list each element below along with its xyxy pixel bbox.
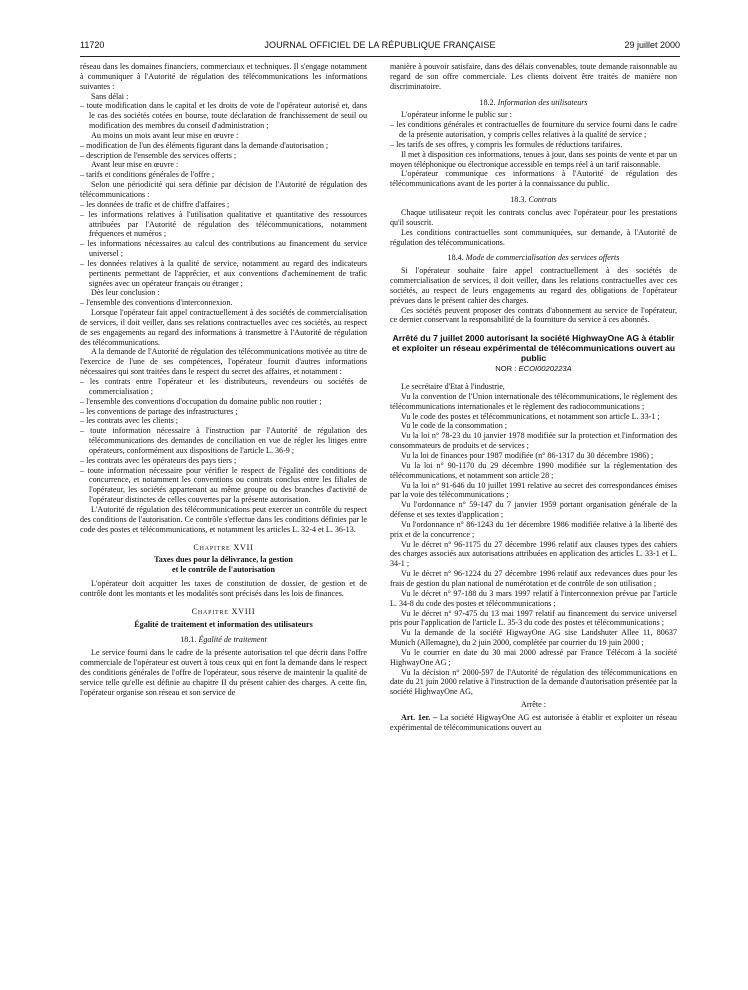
list-item: – tarifs et conditions générales de l'offre ;	[80, 170, 215, 180]
list-item: – toute modification dans le capital et les droits de vote de l'opérateur autorisé et, dans le cas des sociétés cotées en bourse, toute déclaration de franchissement de seuil ou modification des membres du conseil d'administration ;	[80, 101, 367, 131]
section-heading	[390, 195, 677, 205]
decree-title: Arrêté du 7 juillet 2000 autorisant la société HighwayOne AG à établir et exploiter un réseau expérimental de télécommunications ouvert au public	[391, 333, 676, 364]
section-title: Contrats	[528, 195, 557, 205]
chapter-title: Égalité de traitement et information des utilisateurs	[134, 619, 313, 629]
visa: Vu l'ordonnance n° 86-1243 du 1er décembre 1986 modifiée relative à la liberté des prix et de la concurrence ;	[390, 519, 677, 539]
section-heading	[390, 253, 677, 263]
section-heading	[80, 635, 367, 645]
paragraph: Le service fourni dans le cadre de la présente autorisation tel que décrit dans l'offre commerciale de l'opérateur est ouvert à tous ceux qui en font la demande dans le respect des conditions générales de l'offre de l'opérateur, sous réserve de maintenir la qualité de service telle qu'elle est définie au chapitre II du présent cahier des charges. A cette fin, l'opérateur organise son réseau et son service de	[80, 648, 367, 697]
paragraph: Chaque utilisateur reçoit les contrats conclus avec l'opérateur pour les prestations qu'il souscrit.	[390, 207, 677, 227]
chapter-title: Taxes dues pour la délivrance, la gestion	[154, 555, 293, 565]
paragraph: Lorsque l'opérateur fait appel contractuellement à des sociétés de commercialisation de services, il doit veiller, dans ses relations contractuelles avec ces sociétés, au respect de ses engagements au regard des informations à transmettre à l'Autorité de régulation des télécommunications.	[80, 308, 367, 347]
issue-date: 29 juillet 2000	[624, 40, 680, 50]
page-header	[80, 40, 680, 54]
visa: Vu la convention de l'Union internationale des télécommunications, le règlement des télécommunications internationales et le règlement des radiocommunications ;	[390, 391, 677, 411]
right-column	[390, 62, 677, 733]
chapter-title: et le contrôle de l'autorisation	[172, 565, 275, 575]
list-item: – description de l'ensemble des services offerts ;	[80, 150, 237, 160]
section-title: Égalité de traitement	[198, 635, 267, 645]
paragraph: Il met à disposition ces informations, tenues à jour, dans ses points de vente et par un moyen téléphonique ou électronique accessible en temps réel à un tarif raisonnable.	[390, 149, 677, 169]
header-rule	[80, 56, 680, 57]
paragraph: A la demande de l'Autorité de régulation des télécommunications motivée au titre de l'exercice de l'une de ses compétences, l'opérateur fournit d'autres informations nécessaires qui sont traitées dans le respect du secret des affaires, et notamment :	[80, 347, 367, 377]
section-number: 18.1.	[180, 635, 197, 645]
list-item: – les tarifs de ses offres, y compris les formules de réductions tarifaires.	[390, 139, 623, 149]
chapter-heading: Chapitre XVII	[193, 542, 254, 552]
list-item: – modification de l'un des éléments figurant dans la demande d'autorisation ;	[80, 140, 329, 150]
list-item: – l'ensemble des conventions d'occupation du domaine public non routier ;	[80, 396, 322, 406]
nor-label: NOR :	[495, 364, 517, 374]
left-column	[80, 62, 367, 697]
paragraph: Les conditions contractuelles sont communiquées, sur demande, à l'Autorité de régulation des télécommunications.	[390, 227, 677, 247]
visa: Vu le décret n° 97-188 du 3 mars 1997 relatif à l'interconnexion prévue par l'article L. 34-8 du code des postes et télécommunications ;	[390, 588, 677, 608]
list-item: – les données de trafic et de chiffre d'affaires ;	[80, 199, 230, 209]
visa: Vu la loi n° 78-23 du 10 janvier 1978 modifiée sur la protection et l'information des consommateurs de produits et de services ;	[390, 431, 677, 451]
section-number: 18.4.	[447, 253, 464, 263]
section-number: 18.3.	[510, 195, 527, 205]
paragraph: Sans délai :	[91, 91, 129, 101]
visa: Vu le décret n° 96-1224 du 27 décembre 1996 relatif aux redevances dues pour les frais de gestion du plan national de numérotation et de contrôle de son utilisation ;	[390, 569, 677, 588]
section-number: 18.2.	[479, 97, 496, 107]
list-item: – l'ensemble des conventions d'interconnexion.	[80, 298, 233, 308]
list-item: – les conventions de partage des infrastructures ;	[80, 406, 238, 416]
visa: Vu l'ordonnance n° 59-147 du 7 janvier 1959 portant organisation générale de la défense et ses textes d'application ;	[390, 500, 677, 520]
list-item: – les contrats avec les opérateurs des pays tiers ;	[80, 455, 237, 465]
paragraph: L'Autorité de régulation des télécommunications peut exercer un contrôle du respect des conditions de l'autorisation. Ce contrôle s'effectue dans les conditions définies par le code des postes et télécommunications, et notamment les articles L. 32-4 et L. 36-13.	[80, 504, 367, 534]
paragraph: réseau dans les domaines financiers, commerciaux et techniques. Il s'engage notamment à communiquer à l'Autorité de régulation des télécommunications les informations suivantes :	[80, 62, 367, 91]
paragraph: Au moins un mois avant leur mise en œuvre :	[91, 130, 239, 140]
paragraph: Le secrétaire d'Etat à l'industrie,	[401, 382, 505, 392]
paragraph: Avant leur mise en œuvre :	[91, 160, 179, 170]
list-item: – les contrats entre l'opérateur et les distributeurs, revendeurs ou sociétés de commercialisation ;	[80, 377, 367, 396]
list-item: – les informations relatives à l'utilisation qualitative et quantitative des ressources attribuées par l'Autorité de régulation des télécommunications, notamment fréquences et numéros ;	[80, 209, 367, 239]
article-label: Art. 1er. –	[401, 712, 438, 722]
visa: Vu la loi n° 91-646 du 10 juillet 1991 relative au secret des correspondances émises par la voie des télécommunications ;	[390, 480, 677, 500]
paragraph: Ces sociétés peuvent proposer des contrats d'abonnement au service de l'opérateur, ce dernier conservant la responsabilité de la fourniture du service à ces abonnés.	[390, 305, 677, 325]
nor-reference	[390, 364, 677, 374]
visa: Vu le décret n° 97-475 du 13 mai 1997 relatif au financement du service universel pris pour l'application de l'article L. 35-3 du code des postes et télécommunications ;	[390, 608, 677, 628]
visa: Vu la décision n° 2000-597 de l'Autorité de régulation des télécommunications en date du 21 juin 2000 relative à l'instruction de la demande d'autorisation présentée par la société HighwayOne AG,	[390, 667, 677, 697]
list-item: – toute information nécessaire pour vérifier le respect de l'égalité des conditions de concurrence, et notamment les conventions ou contrats conclus entre les filiales de l'opérateur, les sociétés appartenant au même groupe ou des branches d'activité de l'opérateur distinctes de celles couvertes par la présente autorisation.	[80, 465, 367, 505]
visa: Vu la demande de la société HigwayOne AG sise Landshuter Allee 11, 80637 Munich (Allemagne), du 2 juin 2000, complétée par courrier du 19 juin 2000 ;	[390, 628, 677, 648]
paragraph: Selon une périodicité qui sera définie par décision de l'Autorité de régulation des télécommunications :	[80, 180, 367, 199]
list-item: – les contrats avec les clients ;	[80, 416, 178, 426]
visa: Vu le code des postes et télécommunications, et notamment son article L. 33-1 ;	[401, 411, 660, 421]
nor-code: ECOI0020223A	[518, 364, 572, 374]
arrete-label: Arrête :	[521, 700, 546, 710]
paragraph: manière à pouvoir satisfaire, dans des délais convenables, toute demande raisonnable au regard de son offre commerciale. Les clients doivent être traités de manière non discriminatoire.	[390, 62, 677, 91]
paragraph: L'opérateur communique ces informations à l'Autorité de régulation des télécommunications avant de les porter à la connaissance du public.	[390, 169, 677, 189]
visa: Vu le code de la consommation ;	[401, 421, 508, 431]
chapter-heading: Chapitre XVIII	[191, 606, 256, 616]
visa: Vu la loi n° 90-1170 du 29 décembre 1990 modifiée sur la réglementation des télécommunications, et notamment son article 28 ;	[390, 460, 677, 480]
article-text: La société HigwayOne AG est autorisée à établir et exploiter un réseau expérimental de télécommunications ouvert au	[390, 712, 677, 732]
visa: Vu le décret n° 96-1175 du 27 décembre 1996 relatif aux clauses types des cahiers des charges associés aux autorisations attribuées en application des articles L. 33-1 et L. 34-1 ;	[390, 539, 677, 569]
paragraph: L'opérateur doit acquitter les taxes de constitution de dossier, de gestion et de contrôle dont les montants et les modalités sont précisés dans les lois de finances.	[80, 579, 367, 598]
list-item: – les données relatives à la qualité de service, notamment au regard des indicateurs pertinents permettant de l'apprécier, et aux conventions d'acheminement de trafic signées avec un opérateur français ou étranger ;	[80, 258, 367, 288]
visa: Vu le courrier en date du 30 mai 2000 adressé par France Télécom à la société HighwayOne AG ;	[390, 647, 677, 667]
section-heading	[390, 98, 677, 108]
article-1	[390, 713, 677, 733]
paragraph: Dès leur conclusion :	[91, 288, 160, 298]
list-item: – toute information nécessaire à l'instruction par l'Autorité de régulation des télécommunications des demandes de conciliation en vue de régler les litiges entre opérateurs, conformément aux dispositions de l'article L. 36-9 ;	[80, 426, 367, 455]
paragraph: Si l'opérateur souhaite faire appel contractuellement à des sociétés de commercialisation de services, il doit veiller, dans les relations contractuelles avec ces sociétés, au respect de leurs engagements au regard des obligations de l'opérateur prévues dans le présent cahier des charges.	[390, 266, 677, 305]
list-item: – les informations nécessaires au calcul des contributions au financement du service universel ;	[80, 239, 367, 259]
paragraph: L'opérateur informe le public sur :	[401, 110, 512, 120]
section-title: Mode de commercialisation des services offerts	[465, 253, 620, 263]
page-number: 11720	[80, 40, 105, 50]
list-item: – les conditions générales et contractuelles de fourniture du service fourni dans le cadre de la présente autorisation, y compris celles relatives à la qualité de service ;	[390, 120, 677, 140]
visa: Vu la loi de finances pour 1987 modifiée (n° 86-1317 du 30 décembre 1986) ;	[401, 451, 654, 460]
section-title: Information des utilisateurs	[497, 97, 588, 107]
journal-title: JOURNAL OFFICIEL DE LA RÉPUBLIQUE FRANÇAISE	[264, 40, 496, 50]
